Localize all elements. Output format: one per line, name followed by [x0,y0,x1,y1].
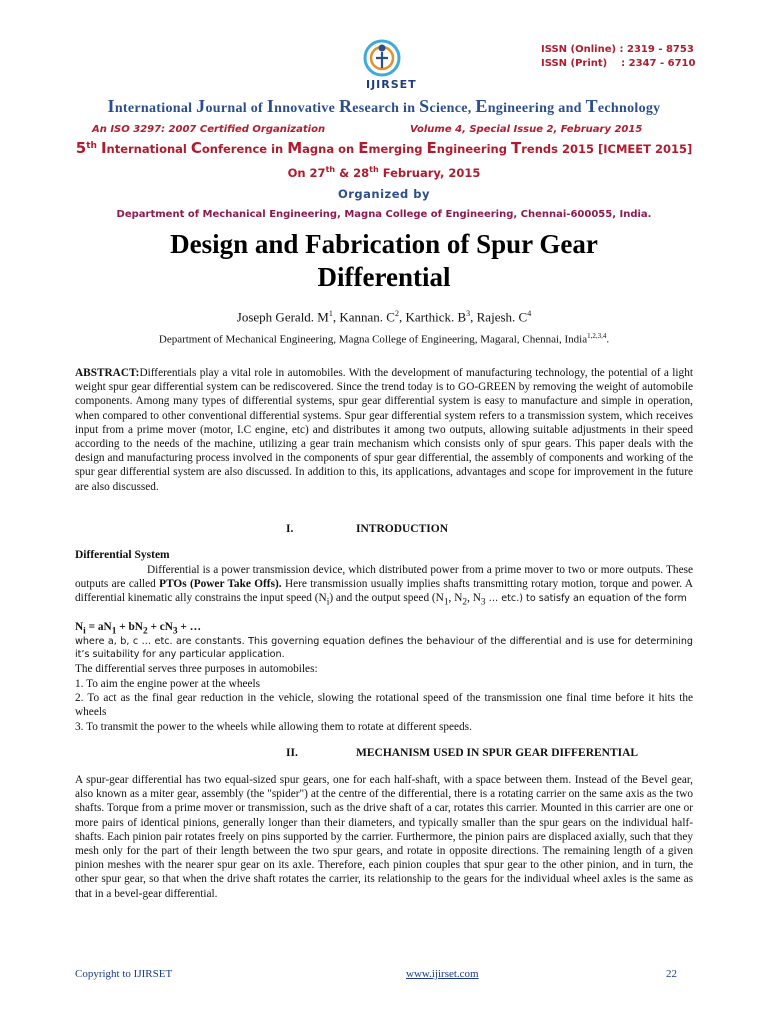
journal-title: International Journal of Innovative Research in Science, Engineering and Technology [107,96,661,116]
author: Kannan. C [339,309,395,325]
issn-online: ISSN (Online) : 2319 - 8753 [541,44,694,55]
list-item: 1. To aim the engine power at the wheels [75,678,261,690]
journal-url-link[interactable]: www.ijirset.com [406,968,479,980]
section-heading-mechanism: II. MECHANISM USED IN SPUR GEAR DIFFERENTIAL [286,747,639,759]
paragraph-differential: Differential is a power transmission device, which distributed power from a prime mover to two or more outputs. These outputs are called PTOs (Power Take Offs). Here transmission usually implies shafts transmitting rotary motion, torque and power. A differential kinematic ally constrains the input speed $(N_i)$ and the output speed ($N_1$, $N_2$, $N_3$ … etc.) to satisfy an equation of the form [75,564,693,608]
paragraph-constants: where a, b, c … etc. are constants. This governing equation defines the behaviour of the differential and is use for determining it’s suitability for any particular application. [75,636,693,660]
governing-equation: $N_i = aN_1 + bN_2 + cN_3$ + … [75,621,201,637]
subsection-heading: Differential System [75,549,170,561]
organizer-department: Department of Mechanical Engineering, Magna College of Engineering, Chennai-600055, India. [116,209,652,220]
conference-date: On 27th & 28th February, 2015 [287,165,481,180]
copyright: Copyright to IJIRSET [75,968,173,980]
page-number: 22 [666,968,677,980]
abstract: ABSTRACT:Differentials play a vital role in automobiles. With the development of manufacturing technology, the potential of a light weight spur gear differential system can be rediscovered. Since the trend today is to GO-GREEN by removing the weight of automobile components. Among many types of differential systems, spur gear differential system is easy to manufacture and simple in operation, when compared to other conventional differential systems. Spur gear differential system refers to a transmission system, which receives input from a prime mover (motor, I.C engine, etc) and distributes it among two outputs, allowing suitable adjustments in their speed according to the needs of the machine, utilizing a gear train mechanism which consists only of spur gears. This paper deals with the design and manufacturing process involved in the components of spur gear differential, the assembly of components and working of the spur gear differential system are also discussed. In addition to this, its applications, advantages and scope for improvement in the future are also discussed. [75,367,693,493]
author: Karthick. B [405,309,467,325]
author: Joseph Gerald. M [236,309,329,325]
affiliation: Department of Mechanical Engineering, Magna College of Engineering, Magaral, Chennai, India$^{1,2,3,4}$. [158,332,610,346]
abstract-label: ABSTRACT: [75,367,140,379]
author-list: Joseph Gerald. $M^1$, Kannan. $C^2$, Karthick. $B^3$, Rajesh. $C^4$ [236,309,532,325]
logo-text: IJIRSET [366,78,417,91]
organized-by: Organized by [337,187,431,201]
paragraph-purposes: The differential serves three purposes in automobiles: [75,663,318,675]
conference-title: 5th International Conference in Magna on Emerging Engineering Trends 2015 [ICMEET 2015] [75,139,693,157]
list-item: 2. To act as the final gear reduction in the vehicle, slowing the rotational speed of the transmission one final time before it hits the wheels [75,692,693,719]
section-heading-introduction: I. INTRODUCTION [286,523,449,535]
list-item: 3. To transmit the power to the wheels while allowing them to rotate at different speeds. [75,720,472,733]
author: Rajesh. C [476,309,528,325]
iso-certification: An ISO 3297: 2007 Certified Organization [92,124,326,135]
purpose-list [75,677,693,734]
volume-info: Volume 4, Special Issue 2, February 2015 [410,124,643,135]
paper-title: Design and Fabrication of Spur Gear Differential [170,229,598,292]
issn-print: ISSN (Print) : 2347 - 6710 [541,58,696,69]
paragraph-mechanism: A spur-gear differential has two equal-sized spur gears, one for each half-shaft, with a space between them. Instead of the Bevel gear, also known as a miter gear, assembly (the "spider") at the centre of the differential, there is a rotating carrier on the same axis as the two shafts. Torque from a prime mover or transmission, such as the drive shaft of a car, rotates this carrier. Mounted in this carrier are one or more pairs of identical pinions, generally longer than their diameters, and typically smaller than the spur gears on the individual half-shafts. Each pinion pair rotates freely on pins supported by the carrier. Furthermore, the pinion pairs are displaced axially, such that they mesh only for the part of their length between the two spur gears, and rotate in opposite directions. The remaining length of a given pinion meshes with the nearer spur gear on its axle. Therefore, each pinion couples that spur gear to the other pinion, and in turn, the other spur gear, so that when the drive shaft rotates the carrier, its relationship to the gears for the individual wheel axles is the same as that in a bevel-gear differential. [75,774,693,900]
